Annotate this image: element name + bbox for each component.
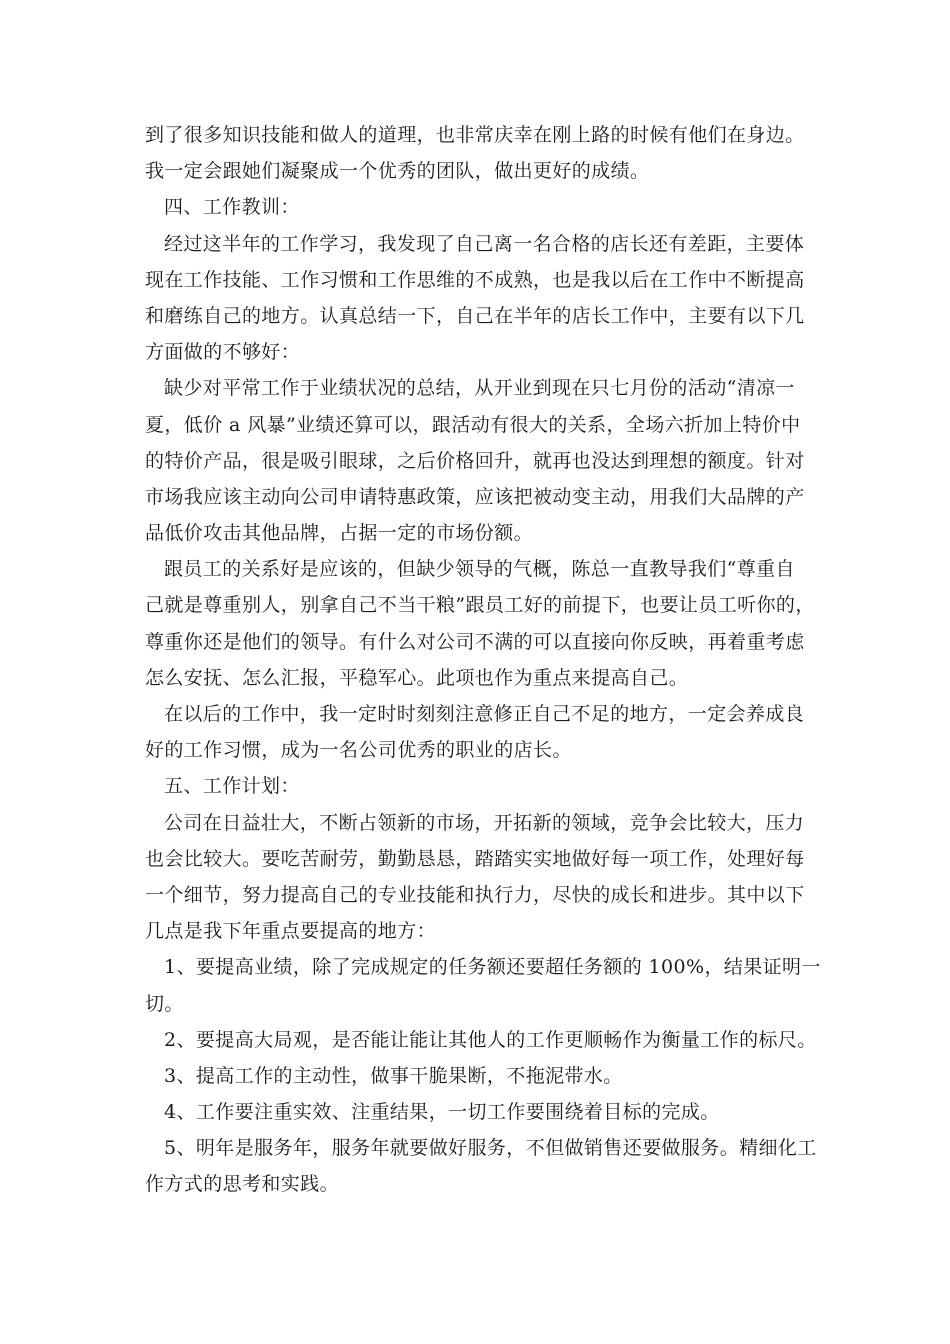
text-line: 5、明年是服务年，服务年就要做好服务，不但做销售还要做服务。精细化工 bbox=[164, 1137, 817, 1160]
text-line: 2、要提高大局观，是否能让能让其他人的工作更顺畅作为衡量工作的标尺。 bbox=[164, 1028, 817, 1051]
document-body bbox=[145, 117, 821, 1203]
text-line: 品低价攻击其他品牌，占据一定的市场份额。 bbox=[145, 522, 534, 545]
text-line: 好的工作习惯，成为一名公司优秀的职业的店长。 bbox=[145, 739, 572, 762]
text-line: 3、提高工作的主动性，做事干脆果断，不拖泥带水。 bbox=[164, 1064, 623, 1087]
text-line: 公司在日益壮大，不断占领新的市场，开拓新的领域，竞争会比较大，压力 bbox=[164, 811, 805, 834]
text-line: 一个细节，努力提高自己的专业技能和执行力，尽快的成长和进步。其中以下 bbox=[145, 883, 805, 906]
text-line: 的特价产品，很是吸引眼球，之后价格回升，就再也没达到理想的额度。针对 bbox=[145, 449, 805, 472]
text-line: 缺少对平常工作于业绩状况的总结，从开业到现在只七月份的活动“清凉一 bbox=[164, 377, 795, 400]
text-line: 怎么安抚、怎么汇报，平稳军心。此项也作为重点来提高自己。 bbox=[145, 666, 689, 689]
text-line: 市场我应该主动向公司申请特惠政策，应该把被动变主动，用我们大品牌的产 bbox=[145, 485, 805, 508]
text-line: 四、工作教训： bbox=[164, 196, 300, 219]
text-line: 尊重你还是他们的领导。有什么对公司不满的可以直接向你反映，再着重考虑 bbox=[145, 630, 805, 653]
text-line: 跟员工的关系好是应该的，但缺少领导的气概，陈总一直教导我们“尊重自 bbox=[164, 558, 795, 581]
text-line: 方面做的不够好： bbox=[145, 341, 301, 364]
text-line: 我一定会跟她们凝聚成一个优秀的团队，做出更好的成绩。 bbox=[145, 160, 650, 183]
text-line: 4、工作要注重实效、注重结果，一切工作要围绕着目标的完成。 bbox=[164, 1101, 720, 1124]
text-line: 切。 bbox=[145, 992, 184, 1015]
text-line: 现在工作技能、工作习惯和工作思维的不成熟，也是我以后在工作中不断提高 bbox=[145, 268, 805, 291]
text-line: 夏，低价 a 风暴”业绩还算可以，跟活动有很大的关系，全场六折加上特价中 bbox=[145, 413, 801, 436]
text-line: 1、要提高业绩，除了完成规定的任务额还要超任务额的 100%，结果证明一 bbox=[164, 956, 821, 979]
text-line: 也会比较大。要吃苦耐劳，勤勤恳恳，踏踏实实地做好每一项工作，处理好每 bbox=[145, 847, 805, 870]
text-line: 在以后的工作中，我一定时时刻刻注意修正自己不足的地方，一定会养成良 bbox=[164, 703, 805, 725]
text-line: 到了很多知识技能和做人的道理，也非常庆幸在刚上路的时候有他们在身边。 bbox=[145, 124, 805, 146]
text-line: 己就是尊重别人，别拿自己不当干粮”跟员工好的前提下，也要让员工听你的， bbox=[145, 594, 815, 617]
text-line: 五、工作计划： bbox=[164, 775, 300, 798]
text-line: 和磨练自己的地方。认真总结一下，自己在半年的店长工作中，主要有以下几 bbox=[145, 304, 805, 327]
text-line: 作方式的思考和实践。 bbox=[145, 1173, 340, 1196]
text-line: 经过这半年的工作学习，我发现了自己离一名合格的店长还有差距，主要体 bbox=[164, 232, 805, 255]
text-line: 几点是我下年重点要提高的地方： bbox=[145, 920, 437, 943]
